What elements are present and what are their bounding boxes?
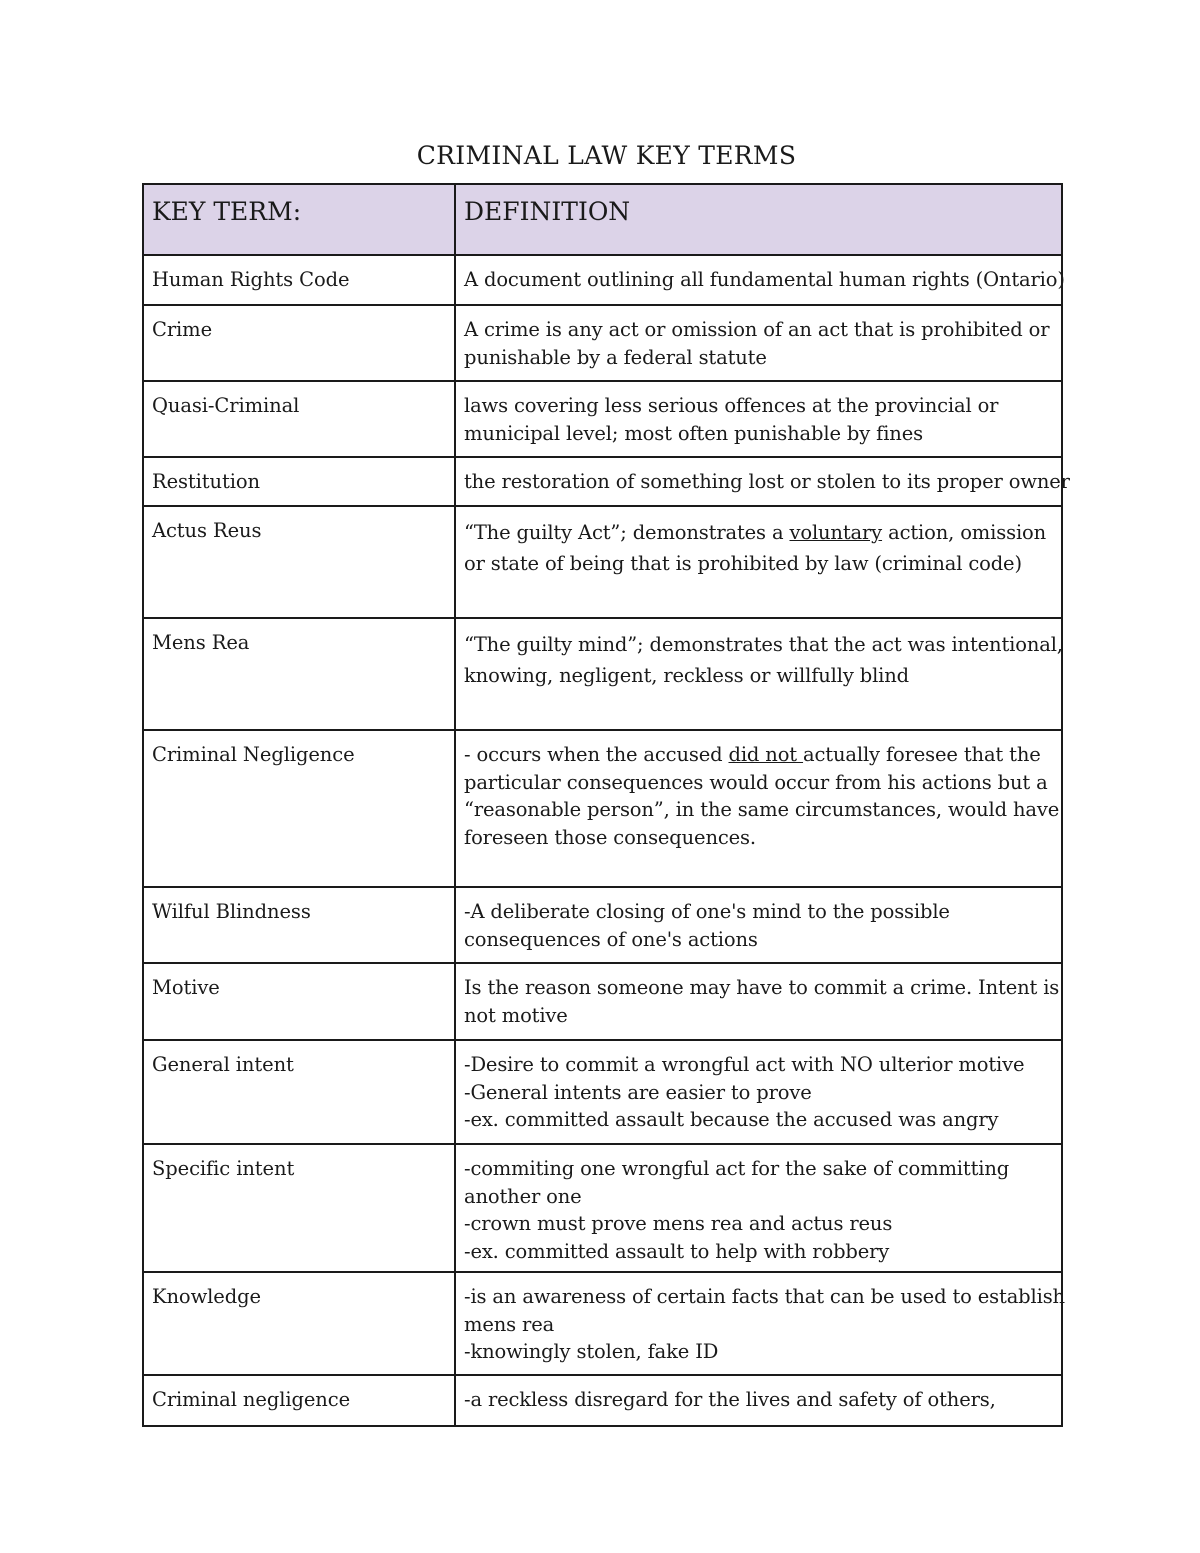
term-cell: General intent — [143, 1040, 455, 1144]
definition-line: municipal level; most often punishable by fines — [464, 421, 923, 445]
definition-cell — [455, 887, 1062, 963]
definition-line: A crime is any act or omission of an act that is prohibited or — [464, 318, 1050, 341]
definition-line: -ex. committed assault to help with robbery — [464, 1239, 890, 1263]
table-row — [143, 457, 1062, 506]
table-row — [143, 1040, 1062, 1144]
definition-cell — [455, 730, 1062, 887]
definition-line: -knowingly stolen, fake ID — [464, 1340, 719, 1363]
term-cell: Knowledge — [143, 1272, 455, 1375]
definition-cell — [455, 618, 1062, 730]
term-cell: Motive — [143, 963, 455, 1040]
column-header-definition: DEFINITION — [455, 184, 1062, 255]
term-cell: Criminal Negligence — [143, 730, 455, 887]
term-cell: Crime — [143, 305, 455, 381]
definition-line: laws covering less serious offences at the provincial or — [464, 394, 999, 417]
table-row — [143, 963, 1062, 1040]
definition-line: knowing, negligent, reckless or willfully blind — [464, 664, 910, 687]
term-cell: Specific intent — [143, 1144, 455, 1272]
definition-line: foreseen those consequences. — [464, 825, 756, 849]
definition-line: -is an awareness of certain facts that can be used to establish — [464, 1285, 1065, 1308]
definition-line — [464, 741, 1055, 769]
definition-line — [464, 517, 1055, 548]
definition-line: -A deliberate closing of one's mind to the possible — [464, 900, 950, 923]
term-cell: Actus Reus — [143, 506, 455, 618]
definition-cell — [455, 255, 1065, 305]
definition-line: “The guilty mind”; demonstrates that the act was intentional, — [464, 633, 1063, 656]
definition-cell — [455, 1375, 1062, 1426]
column-header-key-term: KEY TERM: — [143, 184, 455, 255]
definition-cell — [455, 1272, 1065, 1375]
table-row — [143, 730, 1062, 887]
table-row — [143, 1272, 1062, 1375]
definition-cell — [455, 381, 1062, 457]
term-cell: Wilful Blindness — [143, 887, 455, 963]
definition-cell — [455, 1040, 1062, 1144]
definition-line: punishable by a federal statute — [464, 345, 767, 369]
definition-line: A document outlining all fundamental human rights (Ontario) — [464, 268, 1065, 291]
term-cell: Mens Rea — [143, 618, 455, 730]
table-row — [143, 1144, 1062, 1272]
definition-line: -Desire to commit a wrongful act with NO ulterior motive — [464, 1053, 1025, 1076]
table-row — [143, 618, 1062, 730]
definition-line: “reasonable person”, in the same circumstances, would have — [464, 798, 1060, 821]
definition-text: “The guilty Act”; demonstrates a — [464, 521, 790, 544]
definition-line: -ex. committed assault because the accused was angry — [464, 1108, 999, 1131]
table-row — [143, 1375, 1062, 1426]
definition-cell — [455, 963, 1062, 1040]
table-row — [143, 381, 1062, 457]
definition-line: Is the reason someone may have to commit a crime. Intent is — [464, 976, 1060, 999]
definition-text: action, omission — [882, 521, 1047, 544]
definition-text: - occurs when the accused — [464, 743, 729, 766]
definition-cell — [455, 506, 1062, 618]
table-row — [143, 887, 1062, 963]
definition-line: not motive — [464, 1003, 568, 1027]
term-cell: Restitution — [143, 457, 455, 506]
table-header-row — [143, 184, 1062, 255]
definition-line: mens rea — [464, 1312, 555, 1336]
definition-line: another one — [464, 1184, 582, 1208]
page-title: CRIMINAL LAW KEY TERMS — [416, 141, 797, 170]
table-row — [143, 255, 1062, 305]
definition-line: -General intents are easier to prove — [464, 1080, 812, 1104]
definition-text: actually foresee that the — [803, 743, 1041, 766]
definition-line: or state of being that is prohibited by law (criminal code) — [464, 552, 1022, 575]
term-cell: Criminal negligence — [143, 1375, 455, 1426]
underlined-text: did not — [728, 743, 804, 766]
underlined-text: voluntary — [789, 521, 883, 544]
table-row — [143, 506, 1062, 618]
term-cell: Human Rights Code — [143, 255, 455, 305]
key-terms-table — [142, 183, 1070, 1427]
table-row — [143, 305, 1062, 381]
definition-line: -a reckless disregard for the lives and safety of others, — [464, 1388, 996, 1411]
definition-cell — [455, 1144, 1062, 1272]
definition-cell — [455, 457, 1070, 506]
definition-line: -crown must prove mens rea and actus reus — [464, 1212, 893, 1235]
term-cell: Quasi-Criminal — [143, 381, 455, 457]
definition-line: particular consequences would occur from his actions but a — [464, 770, 1048, 794]
definition-line: consequences of one's actions — [464, 927, 758, 951]
definition-cell — [455, 305, 1062, 381]
definition-line: the restoration of something lost or stolen to its proper owner — [464, 470, 1070, 493]
definition-line: -commiting one wrongful act for the sake of committing — [464, 1157, 1010, 1180]
